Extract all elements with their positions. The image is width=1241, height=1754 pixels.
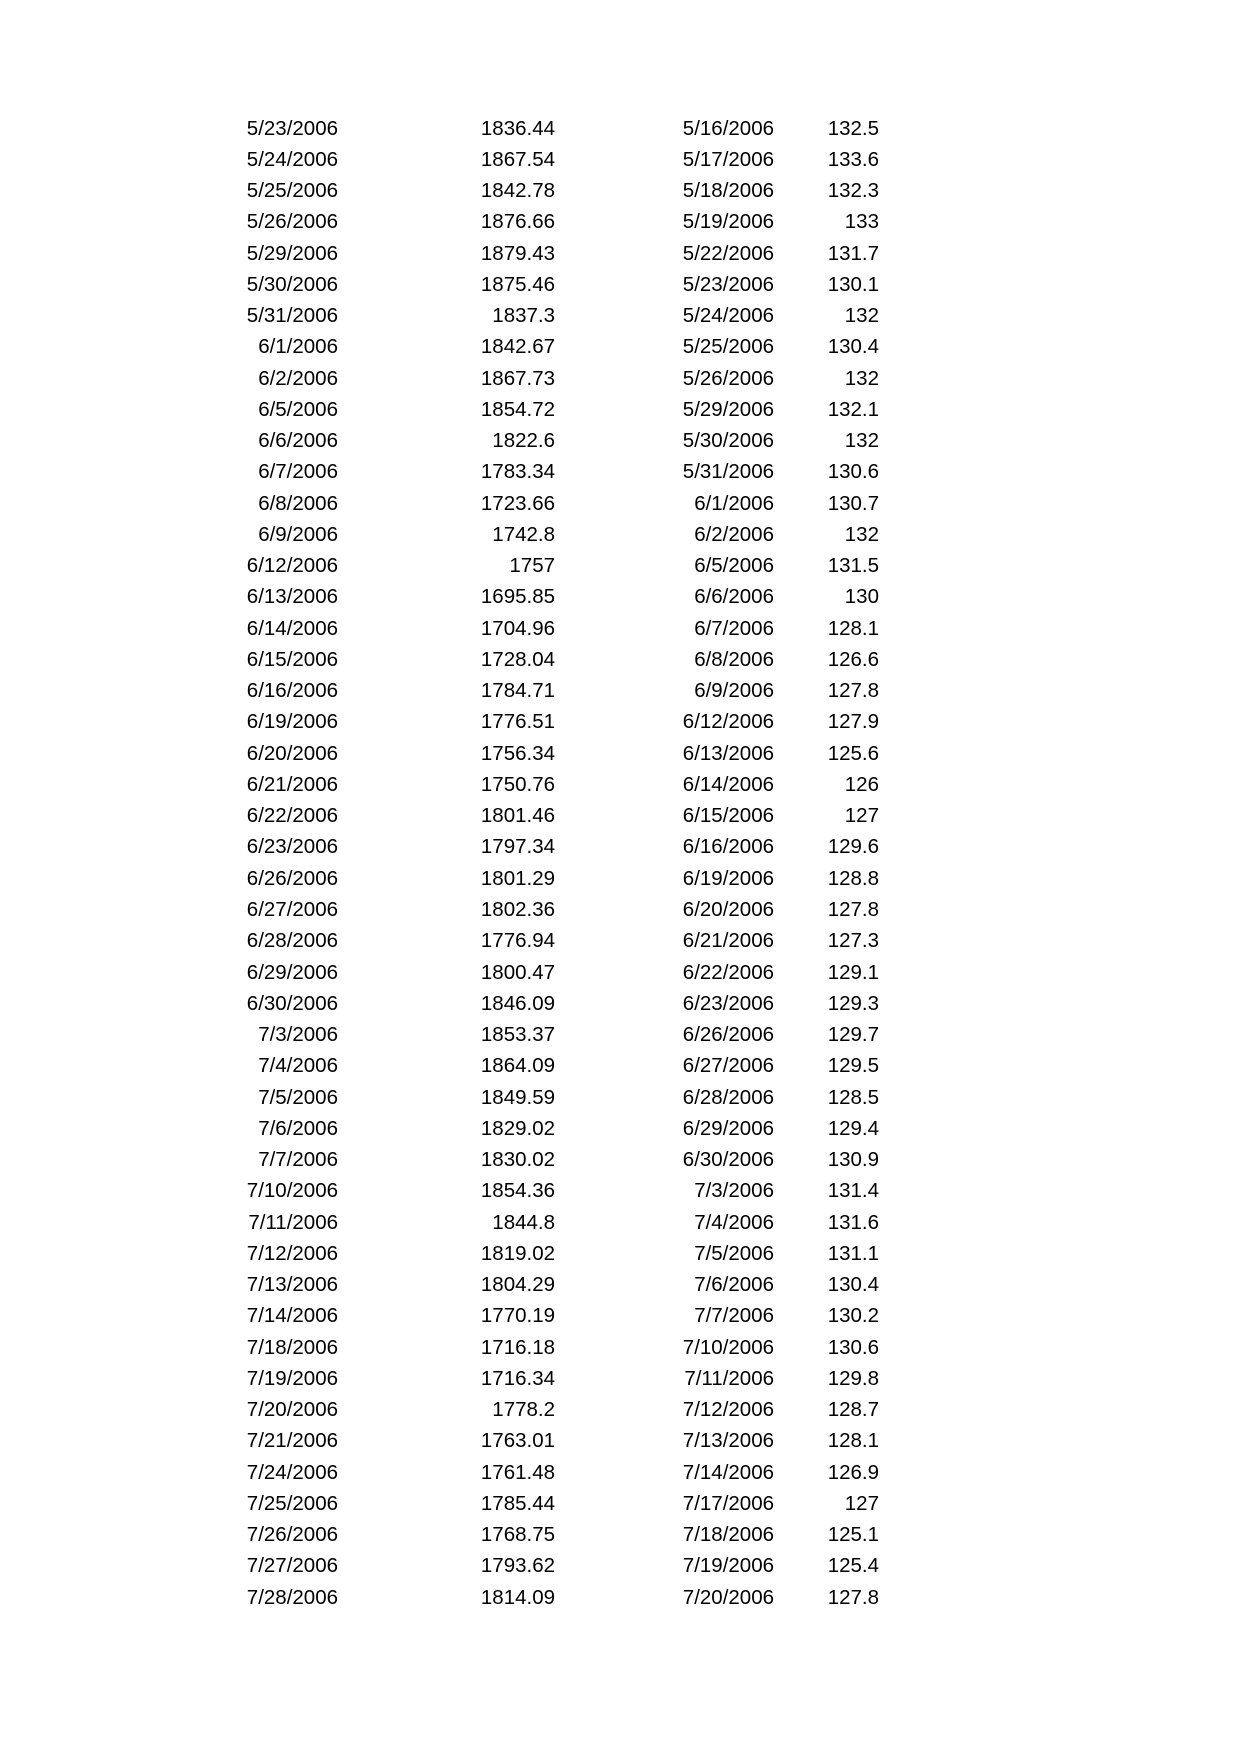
table-row	[0, 550, 1241, 581]
date-b-cell: 7/6/2006	[694, 1273, 774, 1297]
date-b-cell: 6/28/2006	[682, 1085, 774, 1109]
date-a-cell: 7/21/2006	[246, 1429, 338, 1453]
date-a-cell: 6/16/2006	[246, 679, 338, 703]
value-a-cell: 1776.94	[480, 929, 555, 953]
value-b-cell: 127	[844, 804, 879, 828]
date-a-cell: 6/20/2006	[246, 741, 338, 765]
value-b-cell: 132.1	[827, 397, 879, 421]
table-row	[0, 1175, 1241, 1206]
date-b-cell: 6/16/2006	[682, 835, 774, 859]
date-a-cell: 6/8/2006	[258, 491, 338, 515]
value-a-cell: 1875.46	[480, 272, 555, 296]
value-b-cell: 130.4	[827, 335, 879, 359]
value-a-cell: 1867.54	[480, 147, 555, 171]
value-a-cell: 1846.09	[480, 991, 555, 1015]
value-b-cell: 131.1	[827, 1241, 879, 1265]
table-row	[0, 1582, 1241, 1613]
table-row	[0, 1363, 1241, 1394]
table-row	[0, 1425, 1241, 1456]
value-b-cell: 129.3	[827, 991, 879, 1015]
value-a-cell: 1783.34	[480, 460, 555, 484]
table-row	[0, 363, 1241, 394]
value-a-cell: 1814.09	[480, 1585, 555, 1609]
date-b-cell: 6/27/2006	[682, 1054, 774, 1078]
value-a-cell: 1761.48	[480, 1460, 555, 1484]
value-a-cell: 1716.18	[480, 1335, 555, 1359]
date-b-cell: 6/13/2006	[682, 741, 774, 765]
table-row	[0, 519, 1241, 550]
value-b-cell: 132.3	[827, 179, 879, 203]
value-b-cell: 129.1	[827, 960, 879, 984]
table-row	[0, 394, 1241, 425]
date-a-cell: 6/2/2006	[258, 366, 338, 390]
date-a-cell: 7/5/2006	[258, 1085, 338, 1109]
value-a-cell: 1819.02	[480, 1241, 555, 1265]
table-row	[0, 488, 1241, 519]
date-a-cell: 6/15/2006	[246, 647, 338, 671]
value-b-cell: 130.7	[827, 491, 879, 515]
table-row	[0, 300, 1241, 331]
date-a-cell: 6/23/2006	[246, 835, 338, 859]
date-b-cell: 6/30/2006	[682, 1148, 774, 1172]
date-a-cell: 5/24/2006	[246, 147, 338, 171]
table-row	[0, 738, 1241, 769]
date-a-cell: 5/29/2006	[246, 241, 338, 265]
date-b-cell: 6/20/2006	[682, 898, 774, 921]
value-a-cell: 1822.6	[492, 429, 555, 453]
table-row	[0, 1488, 1241, 1519]
date-a-cell: 6/30/2006	[246, 991, 338, 1015]
date-b-cell: 5/26/2006	[682, 366, 774, 390]
table-row	[0, 1207, 1241, 1238]
date-b-cell: 5/25/2006	[682, 335, 774, 359]
date-a-cell: 7/27/2006	[246, 1554, 338, 1578]
value-a-cell: 1750.76	[480, 772, 555, 796]
value-b-cell: 130.2	[827, 1304, 879, 1328]
date-a-cell: 6/13/2006	[246, 585, 338, 609]
table-row	[0, 1457, 1241, 1488]
date-b-cell: 6/7/2006	[694, 616, 774, 640]
date-b-cell: 5/23/2006	[682, 272, 774, 296]
date-a-cell: 6/1/2006	[258, 335, 338, 359]
date-a-cell: 6/9/2006	[258, 522, 338, 546]
date-b-cell: 5/19/2006	[682, 210, 774, 234]
date-b-cell: 6/1/2006	[694, 491, 774, 515]
date-b-cell: 6/21/2006	[682, 929, 774, 953]
value-b-cell: 130.6	[827, 460, 879, 484]
value-b-cell: 129.4	[827, 1116, 879, 1140]
value-a-cell: 1802.36	[480, 898, 555, 921]
table-row	[0, 644, 1241, 675]
table-row	[0, 1113, 1241, 1144]
value-a-cell: 1804.29	[480, 1273, 555, 1297]
value-b-cell: 128.7	[827, 1398, 879, 1422]
value-b-cell: 128.5	[827, 1085, 879, 1109]
value-b-cell: 126	[844, 772, 879, 796]
value-a-cell: 1864.09	[480, 1054, 555, 1078]
value-b-cell: 127.3	[827, 929, 879, 953]
table-row	[0, 206, 1241, 237]
date-b-cell: 5/22/2006	[682, 241, 774, 265]
date-a-cell: 6/29/2006	[246, 960, 338, 984]
value-a-cell: 1776.51	[480, 710, 555, 734]
table-row	[0, 1519, 1241, 1550]
value-b-cell: 126.9	[827, 1460, 879, 1484]
value-a-cell: 1716.34	[480, 1366, 555, 1390]
value-a-cell: 1778.2	[492, 1398, 555, 1422]
date-a-cell: 6/6/2006	[258, 429, 338, 453]
value-a-cell: 1844.8	[492, 1210, 555, 1234]
date-b-cell: 6/2/2006	[694, 522, 774, 546]
date-b-cell: 6/8/2006	[694, 647, 774, 671]
date-b-cell: 6/26/2006	[682, 1023, 774, 1047]
value-b-cell: 132	[844, 522, 879, 546]
value-b-cell: 133	[844, 210, 879, 234]
value-b-cell: 129.6	[827, 835, 879, 859]
date-b-cell: 7/20/2006	[682, 1585, 774, 1609]
value-b-cell: 131.7	[827, 241, 879, 265]
value-a-cell: 1867.73	[480, 366, 555, 390]
date-a-cell: 6/21/2006	[246, 772, 338, 796]
table-row	[0, 425, 1241, 456]
date-a-cell: 7/7/2006	[258, 1148, 338, 1172]
value-b-cell: 130	[844, 585, 879, 609]
value-a-cell: 1742.8	[492, 522, 555, 546]
date-a-cell: 6/12/2006	[246, 554, 338, 578]
value-b-cell: 131.6	[827, 1210, 879, 1234]
date-b-cell: 7/13/2006	[682, 1429, 774, 1453]
date-b-cell: 6/6/2006	[694, 585, 774, 609]
table-row	[0, 863, 1241, 894]
date-b-cell: 5/16/2006	[682, 116, 774, 140]
value-a-cell: 1800.47	[480, 960, 555, 984]
table-row	[0, 894, 1241, 925]
date-a-cell: 7/3/2006	[258, 1023, 338, 1047]
table-row	[0, 800, 1241, 831]
date-b-cell: 5/31/2006	[682, 460, 774, 484]
value-a-cell: 1695.85	[480, 585, 555, 609]
value-a-cell: 1849.59	[480, 1085, 555, 1109]
value-b-cell: 129.5	[827, 1054, 879, 1078]
value-a-cell: 1768.75	[480, 1523, 555, 1547]
table-row	[0, 1550, 1241, 1581]
value-a-cell: 1704.96	[480, 616, 555, 640]
table-row	[0, 1144, 1241, 1175]
value-a-cell: 1876.66	[480, 210, 555, 234]
value-b-cell: 132	[844, 429, 879, 453]
date-b-cell: 5/24/2006	[682, 304, 774, 328]
value-a-cell: 1801.29	[480, 866, 555, 890]
date-b-cell: 7/5/2006	[694, 1241, 774, 1265]
table-row	[0, 988, 1241, 1019]
table-row	[0, 1300, 1241, 1331]
value-b-cell: 127.9	[827, 710, 879, 734]
date-b-cell: 5/18/2006	[682, 179, 774, 203]
date-b-cell: 7/7/2006	[694, 1304, 774, 1328]
value-a-cell: 1756.34	[480, 741, 555, 765]
date-a-cell: 6/22/2006	[246, 804, 338, 828]
date-b-cell: 5/17/2006	[682, 147, 774, 171]
date-a-cell: 6/19/2006	[246, 710, 338, 734]
value-a-cell: 1837.3	[492, 304, 555, 328]
table-row	[0, 831, 1241, 862]
value-b-cell: 128.1	[827, 1429, 879, 1453]
table-row	[0, 1394, 1241, 1425]
date-b-cell: 5/30/2006	[682, 429, 774, 453]
value-a-cell: 1879.43	[480, 241, 555, 265]
value-b-cell: 127	[844, 1491, 879, 1515]
value-a-cell: 1770.19	[480, 1304, 555, 1328]
date-a-cell: 6/7/2006	[258, 460, 338, 484]
value-b-cell: 126.6	[827, 647, 879, 671]
date-b-cell: 7/18/2006	[682, 1523, 774, 1547]
table-row	[0, 175, 1241, 206]
date-a-cell: 5/23/2006	[246, 116, 338, 140]
date-b-cell: 6/22/2006	[682, 960, 774, 984]
value-b-cell: 131.5	[827, 554, 879, 578]
date-a-cell: 7/18/2006	[246, 1335, 338, 1359]
date-a-cell: 7/24/2006	[246, 1460, 338, 1484]
date-a-cell: 7/26/2006	[246, 1523, 338, 1547]
value-b-cell: 127.8	[827, 1585, 879, 1609]
value-a-cell: 1842.78	[480, 179, 555, 203]
table-row	[0, 581, 1241, 612]
value-b-cell: 129.7	[827, 1023, 879, 1047]
value-a-cell: 1723.66	[480, 491, 555, 515]
date-a-cell: 6/26/2006	[246, 866, 338, 890]
date-a-cell: 7/19/2006	[246, 1366, 338, 1390]
date-a-cell: 7/11/2006	[248, 1210, 338, 1234]
value-b-cell: 130.6	[827, 1335, 879, 1359]
table-row	[0, 238, 1241, 269]
table-row	[0, 331, 1241, 362]
date-a-cell: 6/5/2006	[258, 397, 338, 421]
value-b-cell: 125.4	[827, 1554, 879, 1578]
value-a-cell: 1801.46	[480, 804, 555, 828]
value-a-cell: 1728.04	[480, 647, 555, 671]
date-b-cell: 7/10/2006	[682, 1335, 774, 1359]
date-a-cell: 7/12/2006	[246, 1241, 338, 1265]
date-a-cell: 7/13/2006	[246, 1273, 338, 1297]
value-a-cell: 1793.62	[480, 1554, 555, 1578]
table-row	[0, 144, 1241, 175]
table-row	[0, 769, 1241, 800]
value-b-cell: 130.1	[827, 272, 879, 296]
table-row	[0, 675, 1241, 706]
value-a-cell: 1757	[509, 554, 555, 578]
value-a-cell: 1830.02	[480, 1148, 555, 1172]
table-row	[0, 1082, 1241, 1113]
value-a-cell: 1836.44	[480, 116, 555, 140]
date-b-cell: 6/19/2006	[682, 866, 774, 890]
table-row	[0, 269, 1241, 300]
date-b-cell: 7/17/2006	[682, 1491, 774, 1515]
table-row	[0, 1050, 1241, 1081]
table-row	[0, 613, 1241, 644]
table-row	[0, 113, 1241, 144]
date-b-cell: 7/14/2006	[682, 1460, 774, 1484]
value-a-cell: 1763.01	[480, 1429, 555, 1453]
value-b-cell: 129.8	[827, 1366, 879, 1390]
date-b-cell: 7/3/2006	[694, 1179, 774, 1203]
date-b-cell: 6/29/2006	[682, 1116, 774, 1140]
value-b-cell: 128.8	[827, 866, 879, 890]
table-row	[0, 1019, 1241, 1050]
date-a-cell: 6/28/2006	[246, 929, 338, 953]
date-a-cell: 7/28/2006	[246, 1585, 338, 1609]
table-row	[0, 1269, 1241, 1300]
date-a-cell: 7/25/2006	[246, 1491, 338, 1515]
table-row	[0, 957, 1241, 988]
date-a-cell: 7/20/2006	[246, 1398, 338, 1422]
table-row	[0, 925, 1241, 956]
value-b-cell: 127.8	[827, 679, 879, 703]
value-b-cell: 131.4	[827, 1179, 879, 1203]
value-b-cell: 132.5	[827, 116, 879, 140]
table-row	[0, 706, 1241, 737]
value-a-cell: 1854.36	[480, 1179, 555, 1203]
value-a-cell: 1784.71	[480, 679, 555, 703]
date-a-cell: 5/26/2006	[246, 210, 338, 234]
table-row	[0, 456, 1241, 487]
value-a-cell: 1842.67	[480, 335, 555, 359]
date-b-cell: 6/9/2006	[694, 679, 774, 703]
date-a-cell: 6/27/2006	[246, 898, 338, 921]
value-a-cell: 1854.72	[480, 397, 555, 421]
value-a-cell: 1829.02	[480, 1116, 555, 1140]
value-b-cell: 130.9	[827, 1148, 879, 1172]
value-b-cell: 130.4	[827, 1273, 879, 1297]
date-b-cell: 6/12/2006	[682, 710, 774, 734]
value-b-cell: 133.6	[827, 147, 879, 171]
date-a-cell: 5/25/2006	[246, 179, 338, 203]
date-b-cell: 6/15/2006	[682, 804, 774, 828]
table-row	[0, 1238, 1241, 1269]
value-b-cell: 128.1	[827, 616, 879, 640]
date-b-cell: 7/19/2006	[682, 1554, 774, 1578]
value-b-cell: 127.8	[827, 898, 879, 921]
date-b-cell: 6/14/2006	[682, 772, 774, 796]
date-a-cell: 5/30/2006	[246, 272, 338, 296]
date-a-cell: 6/14/2006	[246, 616, 338, 640]
date-b-cell: 7/12/2006	[682, 1398, 774, 1422]
value-b-cell: 132	[844, 304, 879, 328]
date-a-cell: 7/6/2006	[258, 1116, 338, 1140]
value-a-cell: 1797.34	[480, 835, 555, 859]
date-a-cell: 5/31/2006	[246, 304, 338, 328]
table-row	[0, 1332, 1241, 1363]
date-b-cell: 7/4/2006	[694, 1210, 774, 1234]
value-a-cell: 1785.44	[480, 1491, 555, 1515]
value-b-cell: 132	[844, 366, 879, 390]
date-b-cell: 6/23/2006	[682, 991, 774, 1015]
date-a-cell: 7/4/2006	[258, 1054, 338, 1078]
date-a-cell: 7/10/2006	[246, 1179, 338, 1203]
date-b-cell: 6/5/2006	[694, 554, 774, 578]
value-b-cell: 125.6	[827, 741, 879, 765]
value-a-cell: 1853.37	[480, 1023, 555, 1047]
date-b-cell: 7/11/2006	[684, 1366, 774, 1390]
value-b-cell: 125.1	[827, 1523, 879, 1547]
date-a-cell: 7/14/2006	[246, 1304, 338, 1328]
date-b-cell: 5/29/2006	[682, 397, 774, 421]
